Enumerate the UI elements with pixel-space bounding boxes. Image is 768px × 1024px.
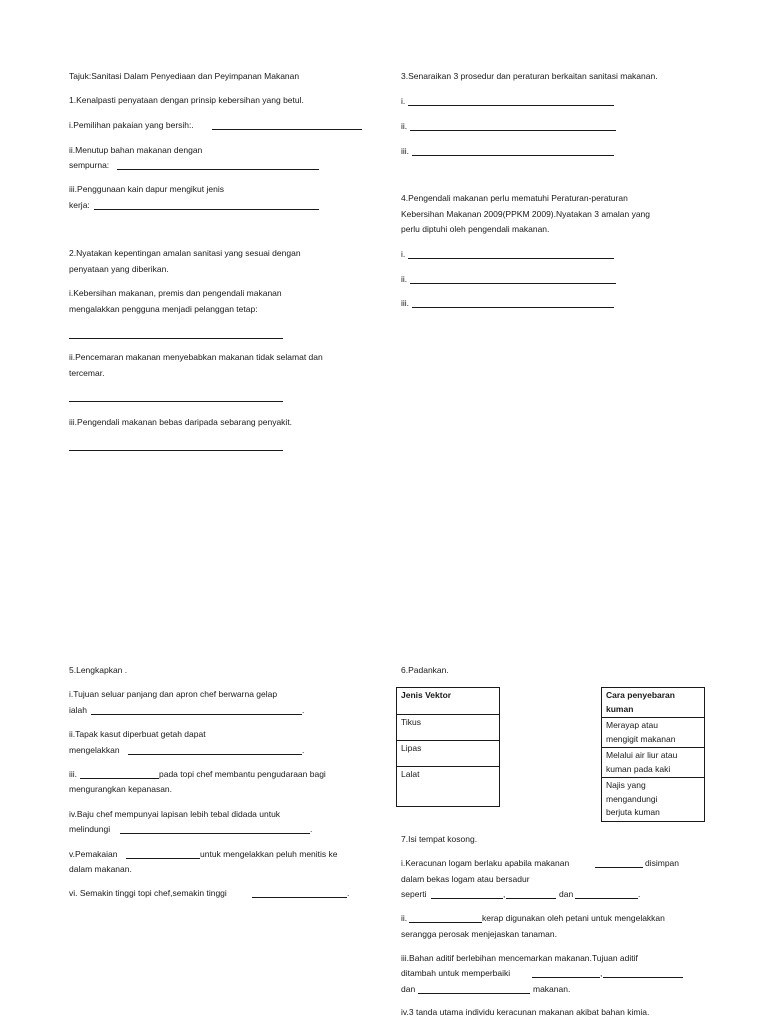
spread-row-3[interactable] xyxy=(602,778,705,822)
q7-item-iii-comma: , xyxy=(600,968,603,978)
q4-item-iii: iii. xyxy=(401,298,410,308)
spread-row-3-line2: mengandungi xyxy=(606,793,658,804)
vector-row-tikus[interactable]: Tikus xyxy=(397,715,500,741)
q5-item-v-text: untuk mengelakkan peluh menitis ke xyxy=(200,849,338,859)
q4-heading-line2: Kebersihan Makanan 2009(PPKM 2009).Nyatakan 3 amalan yang xyxy=(401,209,651,219)
q3-item-i: i. xyxy=(401,96,406,106)
q1-item-iii-line1: iii.Penggunaan kain dapur mengikut jenis xyxy=(69,184,224,194)
q7-heading: 7.Isi tempat kosong. xyxy=(401,834,478,844)
q1-iii-answer-line[interactable] xyxy=(94,209,319,210)
q3-item-iii: iii. xyxy=(401,146,410,156)
q5-item-iii-prefix: iii. xyxy=(69,769,78,779)
q5-item-i-line2: ialah xyxy=(69,705,87,715)
q5-i-period: . xyxy=(302,705,305,715)
q5-iv-answer-line[interactable] xyxy=(120,833,310,834)
q1-i-answer-line[interactable] xyxy=(212,129,362,130)
spread-row-2-line2: kuman pada kaki xyxy=(606,763,671,774)
q5-item-iv-line2: melindungi xyxy=(69,824,111,834)
spread-row-3-line3: berjuta kuman xyxy=(606,807,660,817)
q5-iii-answer-line[interactable] xyxy=(80,778,159,779)
q7-item-iii-line1: iii.Bahan aditif berlebihan mencemarkan makanan.Tujuan aditif xyxy=(401,953,638,963)
vector-table-header: Jenis Vektor xyxy=(397,688,500,715)
q1-heading: 1.Kenalpasti penyataan dengan prinsip kebersihan yang betul. xyxy=(69,95,304,105)
q4-iii-answer-line[interactable] xyxy=(412,307,614,308)
q1-item-i: i.Pemilihan pakaian yang bersih:. xyxy=(69,120,194,130)
spread-row-1-line1: Merayap atau xyxy=(606,720,658,730)
q5-item-v-line2: dalam makanan. xyxy=(69,864,132,874)
q5-iv-period: . xyxy=(310,824,313,834)
q4-i-answer-line[interactable] xyxy=(408,258,614,259)
q3-iii-answer-line[interactable] xyxy=(412,155,614,156)
spread-method-header-line1: Cara penyebaran xyxy=(606,690,675,700)
q6-heading: 6.Padankan. xyxy=(401,665,449,675)
q7-item-i-line2: dalam bekas logam atau bersadur xyxy=(401,874,530,884)
q7-iii-answer-line-1[interactable] xyxy=(532,977,600,978)
q7-item-iii-dan: dan xyxy=(401,984,416,994)
q2-item-i-line1: i.Kebersihan makanan, premis dan pengendali makanan xyxy=(69,288,282,298)
q1-ii-answer-line[interactable] xyxy=(117,169,319,170)
spread-method-header xyxy=(602,688,705,718)
q4-item-ii: ii. xyxy=(401,274,408,284)
q7-item-i-line1: i.Keracunan logam berlaku apabila makanan xyxy=(401,858,570,868)
q2-item-ii-line2: tercemar. xyxy=(69,368,105,378)
q2-iii-answer-line[interactable] xyxy=(69,450,283,451)
q5-vi-answer-line[interactable] xyxy=(252,897,347,898)
q5-item-v-prefix: v.Pemakaian xyxy=(69,849,118,859)
q3-item-ii: ii. xyxy=(401,121,408,131)
vector-table xyxy=(396,687,500,807)
q2-ii-answer-line[interactable] xyxy=(69,401,283,402)
q3-heading: 3.Senaraikan 3 prosedur dan peraturan berkaitan sanitasi makanan. xyxy=(401,71,658,81)
q3-ii-answer-line[interactable] xyxy=(410,130,616,131)
q3-i-answer-line[interactable] xyxy=(408,105,614,106)
q7-i-answer-line-3[interactable] xyxy=(506,898,556,899)
vector-row-lipas[interactable]: Lipas xyxy=(397,741,500,767)
q2-i-answer-line[interactable] xyxy=(69,338,283,339)
q1-item-iii-line2: kerja: xyxy=(69,200,90,210)
q2-heading-line2: penyataan yang diberikan. xyxy=(69,264,169,274)
q2-item-ii-line1: ii.Pencemaran makanan menyebabkan makanan tidak selamat dan xyxy=(69,352,323,362)
q5-ii-answer-line[interactable] xyxy=(128,754,302,755)
q1-item-ii-line2: sempurna: xyxy=(69,160,110,170)
q7-item-iii-line2: ditambah untuk memperbaiki xyxy=(401,968,511,978)
spread-row-1-line2: mengigit makanan xyxy=(606,733,676,744)
q7-iii-answer-line-2[interactable] xyxy=(603,977,683,978)
spread-row-1[interactable] xyxy=(602,718,705,748)
q5-item-ii-line1: ii.Tapak kasut diperbuat getah dapat xyxy=(69,729,206,739)
q7-item-ii-line2: serangga perosak menjejaskan tanaman. xyxy=(401,929,557,939)
spread-row-2[interactable] xyxy=(602,748,705,778)
q7-ii-answer-line[interactable] xyxy=(409,922,482,923)
q7-i-answer-line-2[interactable] xyxy=(431,898,503,899)
q5-ii-period: . xyxy=(302,745,305,755)
spread-row-3-line1: Najis yang xyxy=(606,780,646,790)
q5-item-vi: vi. Semakin tinggi topi chef,semakin tinggi xyxy=(69,888,227,898)
q5-item-iv-line1: iv.Baju chef mempunyai lapisan lebih tebal didada untuk xyxy=(69,809,281,819)
q5-heading: 5.Lengkapkan . xyxy=(69,665,128,675)
q2-heading-line1: 2.Nyatakan kepentingan amalan sanitasi yang sesuai dengan xyxy=(69,248,301,258)
q4-heading-line3: perlu diptuhi oleh pengendali makanan. xyxy=(401,224,550,234)
spread-method-table xyxy=(601,687,705,822)
q7-item-i-comma: , xyxy=(503,889,506,899)
q1-item-ii-line1: ii.Menutup bahan makanan dengan xyxy=(69,145,203,155)
q4-heading-line1: 4.Pengendali makanan perlu mematuhi Peraturan-peraturan xyxy=(401,193,628,203)
q5-item-iii-text: pada topi chef membantu pengudaraan bagi xyxy=(159,769,326,779)
spread-row-2-line1: Melalui air liur atau xyxy=(606,750,678,760)
q2-item-iii: iii.Pengendali makanan bebas daripada sebarang penyakit. xyxy=(69,417,293,427)
vector-row-lalat[interactable]: Lalat xyxy=(397,767,500,807)
q5-vi-period: . xyxy=(347,888,350,898)
q2-item-i-line2: mengalakkan pengguna menjadi pelanggan tetap: xyxy=(69,304,258,314)
spread-method-header-line2: kuman xyxy=(606,703,634,714)
q4-ii-answer-line[interactable] xyxy=(410,283,616,284)
q5-v-answer-line[interactable] xyxy=(126,858,200,859)
q7-i-answer-line-1[interactable] xyxy=(595,867,643,868)
q5-item-iii-line2: mengurangkan kepanasan. xyxy=(69,784,173,794)
q7-iii-answer-line-3[interactable] xyxy=(418,993,530,994)
q7-item-iv: iv.3 tanda utama individu keracunan makanan akibat bahan kimia. xyxy=(401,1007,650,1017)
q7-item-i-disimpan: disimpan xyxy=(645,858,680,868)
q7-item-i-seperti: seperti xyxy=(401,889,427,899)
q4-item-i: i. xyxy=(401,249,406,259)
q7-item-iii-makanan: makanan. xyxy=(533,984,571,994)
q5-item-ii-line2: mengelakkan xyxy=(69,745,120,755)
q5-item-i-line1: i.Tujuan seluar panjang dan apron chef berwarna gelap xyxy=(69,689,278,699)
q7-item-i-dan: dan xyxy=(559,889,574,899)
page-title: Tajuk:Sanitasi Dalam Penyediaan dan Peyimpanan Makanan xyxy=(69,71,300,81)
q7-item-i-period: . xyxy=(638,889,641,899)
q7-item-ii-prefix: ii. xyxy=(401,913,408,923)
q7-item-ii-text: kerap digunakan oleh petani untuk mengelakkan xyxy=(482,913,665,923)
q5-i-answer-line[interactable] xyxy=(91,714,302,715)
q7-i-answer-line-4[interactable] xyxy=(575,898,638,899)
